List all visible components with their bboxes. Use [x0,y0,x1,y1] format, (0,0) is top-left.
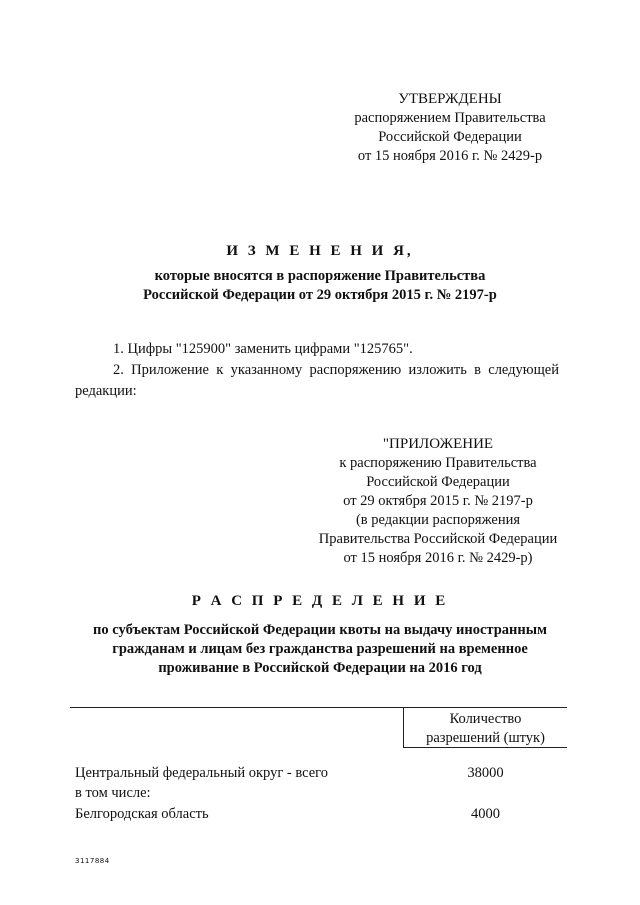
distribution-subtitle-line-3: проживание в Российской Федерации на 2016 год [158,660,482,676]
table-column-header [404,710,567,748]
appendix-line-5: Правительства Российской Федерации [318,531,558,547]
appendix-block [308,435,568,568]
approval-line-3: от 15 ноября 2016 г. № 2429-р [357,148,543,164]
appendix-line-2: Российской Федерации [366,474,510,490]
changes-subtitle-line-2: Российской Федерации от 29 октября 2015 г. № 2197-р [143,287,497,303]
changes-subtitle-line-1: которые вносятся в распоряжение Правительства [154,268,486,284]
changes-subtitle [60,267,580,305]
distribution-title: Р А С П Р Е Д Е Л Е Н И Е [191,593,449,609]
column-header-line-1: Количество [449,711,522,727]
distribution-subtitle [60,621,580,678]
approval-line-2: Российской Федерации [378,129,522,145]
table-row [75,806,567,826]
column-header-line-2: разрешений (штук) [426,730,545,746]
document-code: 3117884 [75,857,110,865]
row-value: 38000 [467,765,504,781]
approval-heading: УТВЕРЖДЕНЫ [398,91,502,107]
distribution-subtitle-line-1: по субъектам Российской Федерации квоты на выдачу иностранным [93,622,547,638]
row-name: Центральный федеральный округ - всего [75,765,329,781]
paragraph-1: 1. Цифры "125900" заменить цифрами "125765". [113,341,413,357]
appendix-line-6: от 15 ноября 2016 г. № 2429-р) [343,550,533,566]
table-row [75,785,567,805]
approval-line-1: распоряжением Правительства [354,110,546,126]
row-value: 4000 [471,806,500,822]
table-top-border [70,707,567,708]
row-name: Белгородская область [75,806,209,822]
appendix-line-4: (в редакции распоряжения [355,512,521,528]
distribution-subtitle-line-2: гражданам и лицам без гражданства разрешений на временное [112,641,528,657]
table-header-bottom-border [403,747,567,748]
row-name: в том числе: [75,785,151,801]
appendix-line-3: от 29 октября 2015 г. № 2197-р [343,493,533,509]
appendix-heading: "ПРИЛОЖЕНИЕ [382,436,494,452]
appendix-line-1: к распоряжению Правительства [339,455,537,471]
changes-title: И З М Е Н Е Н И Я, [226,243,414,259]
table-row [75,765,567,785]
approval-block [330,90,570,166]
paragraph-2: 2. Приложение к указанному распоряжению изложить в следующей редакции: [75,362,559,399]
